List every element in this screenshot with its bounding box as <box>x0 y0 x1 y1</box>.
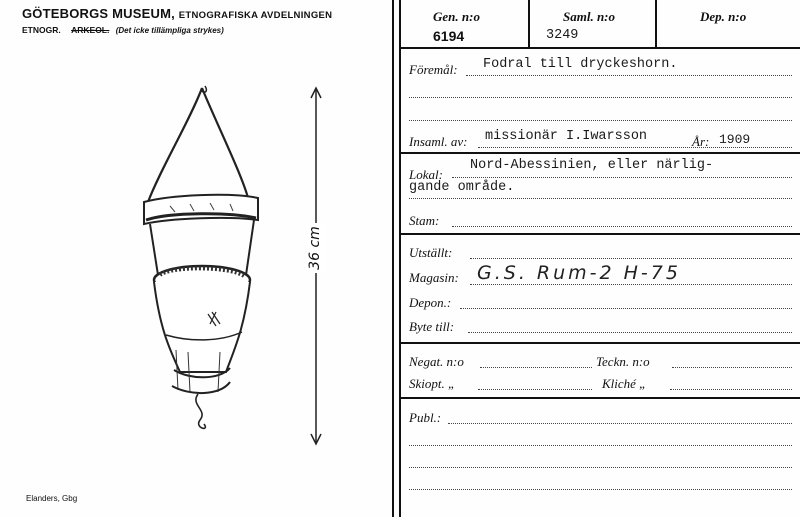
insaml-label: Insaml. av: <box>409 134 468 149</box>
skiopt-label: Skiopt. „ <box>409 376 456 391</box>
gen-label: Gen. n:o <box>433 9 480 24</box>
divider-inner <box>399 0 401 517</box>
header-sep-2 <box>655 0 657 47</box>
section-rule <box>399 342 800 344</box>
negat-label: Negat. n:o <box>409 354 464 369</box>
museum-heading <box>22 6 332 21</box>
dotted-rule <box>466 75 792 76</box>
stam-label: Stam: <box>409 213 440 228</box>
header-rule <box>399 47 800 49</box>
utstallt-label: Utställt: <box>409 245 453 260</box>
strike-note: (Det icke tillämpliga strykes) <box>115 26 224 35</box>
dotted-rule <box>448 423 792 424</box>
dotted-rule <box>409 467 792 468</box>
lokal-label: Lokal: <box>409 167 443 182</box>
measure-label: 36 cm <box>307 223 327 273</box>
printer-imprint: Elanders, Gbg <box>26 494 78 503</box>
header-sep-1 <box>528 0 530 47</box>
teckn-label: Teckn. n:o <box>596 354 650 369</box>
gen-value: 6194 <box>433 28 465 44</box>
lokal-value-line1: Nord-Abessinien, eller närlig- <box>470 158 714 173</box>
magasin-label: Magasin: <box>409 270 459 285</box>
dep-label: Dep. n:o <box>700 9 747 24</box>
dotted-rule <box>670 389 792 390</box>
kliche-label: Kliché „ <box>602 376 647 391</box>
dotted-rule <box>470 258 792 259</box>
dotted-rule <box>409 198 792 199</box>
museum-name: GÖTEBORGS MUSEUM, <box>22 6 175 21</box>
dotted-rule <box>478 147 792 148</box>
etnogr-label: ETNOGR. <box>22 25 61 35</box>
magasin-value: G.S. Rum-2 H-75 <box>477 262 681 284</box>
foremal-label: Föremål: <box>409 62 458 77</box>
divider-outer <box>392 0 394 517</box>
dotted-rule <box>470 284 792 285</box>
saml-value: 3249 <box>546 28 579 43</box>
saml-label: Saml. n:o <box>563 9 616 24</box>
arkeol-label: ARKEOL. <box>71 25 110 35</box>
ar-label: År: <box>692 134 710 149</box>
category-line <box>22 25 224 35</box>
dotted-rule <box>452 177 792 178</box>
insaml-value: missionär I.Iwarsson <box>485 129 648 144</box>
publ-label: Publ.: <box>409 410 442 425</box>
dotted-rule <box>478 389 592 390</box>
dotted-rule <box>409 489 792 490</box>
byte-label: Byte till: <box>409 319 455 334</box>
department-name: ETNOGRAFISKA AVDELNINGEN <box>178 10 333 21</box>
dotted-rule <box>409 97 792 98</box>
dotted-rule <box>460 308 792 309</box>
section-rule <box>399 233 800 235</box>
section-rule <box>399 152 800 154</box>
foremal-value: Fodral till dryckeshorn. <box>483 57 678 72</box>
dotted-rule <box>468 332 792 333</box>
object-drawing <box>130 80 280 440</box>
dotted-rule <box>672 367 792 368</box>
depon-label: Depon.: <box>409 295 452 310</box>
dotted-rule <box>452 226 792 227</box>
lokal-value-line2: gande område. <box>409 180 515 195</box>
dotted-rule <box>409 445 792 446</box>
dotted-rule <box>409 120 792 121</box>
dotted-rule <box>480 367 592 368</box>
section-rule <box>399 397 800 399</box>
ar-value: 1909 <box>719 132 751 147</box>
